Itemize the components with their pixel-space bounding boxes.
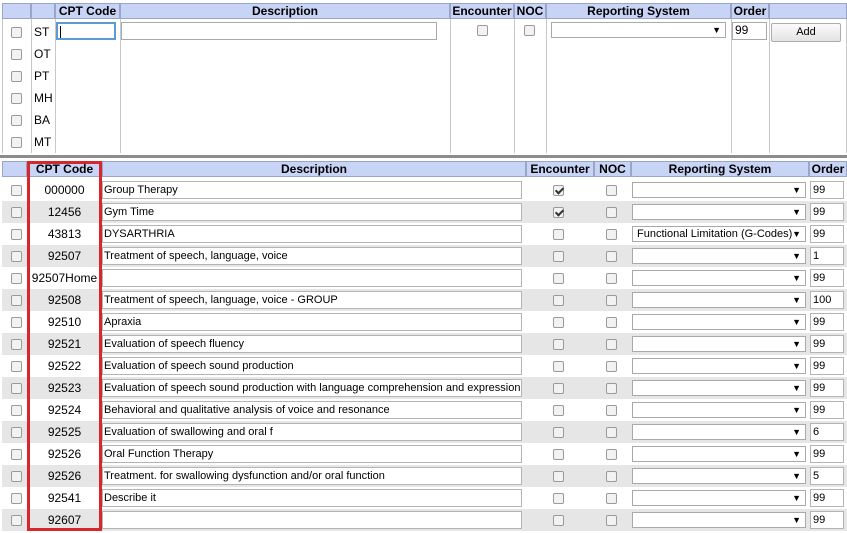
table-row [2, 443, 847, 465]
table-row [2, 509, 847, 531]
cpt-code-cell: 92510 [47, 315, 82, 329]
select-all-header [2, 161, 27, 177]
order-field[interactable]: 100 [810, 291, 844, 309]
reporting-system-select[interactable] [551, 22, 726, 38]
action-header [769, 3, 847, 19]
discipline-label-ot: OT [34, 47, 51, 61]
table-row [2, 355, 847, 377]
row-select-checkbox[interactable] [11, 383, 22, 394]
table-row [2, 465, 847, 487]
encounter-checkbox[interactable] [553, 449, 564, 460]
noc-column-header: NOC [594, 161, 631, 177]
description-field[interactable]: Evaluation of swallowing and oral f [102, 423, 522, 441]
cpt-code-cell: 92508 [47, 293, 82, 307]
description-field[interactable]: DYSARTHRIA [102, 225, 522, 243]
noc-checkbox[interactable] [606, 317, 617, 328]
noc-checkbox[interactable] [606, 273, 617, 284]
select-header [2, 3, 31, 19]
description-field[interactable]: Behavioral and qualitative analysis of voice and resonance [102, 401, 522, 419]
chevron-down-icon: ▼ [792, 427, 801, 437]
add-cpt-form [0, 0, 847, 158]
order-column-header: Order [809, 161, 847, 177]
discipline-header [31, 3, 55, 19]
chevron-down-icon: ▼ [792, 229, 801, 239]
description-field[interactable]: Evaluation of speech sound production [102, 357, 522, 375]
row-select-checkbox[interactable] [11, 207, 22, 218]
discipline-checkbox-ba[interactable] [11, 115, 22, 126]
reporting-system-select[interactable] [632, 314, 806, 330]
reporting-system-select[interactable] [632, 248, 806, 264]
noc-header: NOC [514, 3, 546, 19]
chevron-down-icon: ▼ [792, 295, 801, 305]
description-field[interactable]: Group Therapy [102, 181, 522, 199]
noc-checkbox[interactable] [606, 493, 617, 504]
order-field[interactable]: 99 [810, 489, 844, 507]
noc-checkbox[interactable] [606, 361, 617, 372]
chevron-down-icon: ▼ [792, 515, 801, 525]
row-select-checkbox[interactable] [11, 449, 22, 460]
chevron-down-icon: ▼ [792, 273, 801, 283]
chevron-down-icon: ▼ [792, 185, 801, 195]
noc-checkbox[interactable] [606, 339, 617, 350]
cpt-code-cell: 92541 [47, 491, 82, 505]
cpt-code-cell: 92526 [47, 447, 82, 461]
cpt-code-cell: 92521 [47, 337, 82, 351]
reporting-system-select[interactable] [632, 424, 806, 440]
row-select-checkbox[interactable] [11, 515, 22, 526]
table-row [2, 267, 847, 289]
encounter-checkbox[interactable] [553, 251, 564, 262]
table-row [2, 421, 847, 443]
cpt-code-header: CPT Code [55, 3, 120, 19]
encounter-checkbox[interactable] [553, 471, 564, 482]
reporting-system-select[interactable] [632, 226, 806, 242]
encounter-checkbox[interactable] [553, 317, 564, 328]
chevron-down-icon: ▼ [792, 449, 801, 459]
row-select-checkbox[interactable] [11, 295, 22, 306]
encounter-checkbox[interactable] [553, 229, 564, 240]
row-select-checkbox[interactable] [11, 427, 22, 438]
cpt-code-cell: 12456 [47, 205, 82, 219]
order-field[interactable]: 5 [810, 467, 844, 485]
discipline-checkbox-mh[interactable] [11, 93, 22, 104]
encounter-checkbox[interactable] [553, 383, 564, 394]
encounter-checkbox[interactable] [553, 361, 564, 372]
encounter-checkbox[interactable] [553, 339, 564, 350]
noc-checkbox[interactable] [606, 515, 617, 526]
reporting-system-select[interactable] [632, 402, 806, 418]
table-row [2, 399, 847, 421]
cpt-code-cell: 000000 [44, 183, 85, 197]
reporting-system-select[interactable] [632, 270, 806, 286]
description-column-header: Description [102, 161, 526, 177]
table-row [2, 245, 847, 267]
reporting-system-header: Reporting System [546, 3, 731, 19]
chevron-down-icon: ▼ [712, 25, 721, 35]
chevron-down-icon: ▼ [792, 361, 801, 371]
reporting-system-select[interactable] [632, 336, 806, 352]
encounter-checkbox[interactable] [553, 515, 564, 526]
description-field[interactable]: Treatment. for swallowing dysfunction and/or oral function [102, 467, 522, 485]
encounter-header: Encounter [450, 3, 514, 19]
discipline-checkbox-pt[interactable] [11, 71, 22, 82]
noc-checkbox[interactable] [606, 185, 617, 196]
reporting-system-select[interactable] [632, 468, 806, 484]
description-field[interactable] [102, 511, 522, 529]
table-row [2, 179, 847, 201]
reporting-system-select[interactable] [632, 358, 806, 374]
order-field[interactable]: 99 [810, 269, 844, 287]
description-field[interactable] [102, 269, 522, 287]
noc-checkbox[interactable] [606, 229, 617, 240]
order-header: Order [731, 3, 769, 19]
discipline-checkbox-ot[interactable] [11, 49, 22, 60]
description-field[interactable]: Describe it [102, 489, 522, 507]
chevron-down-icon: ▼ [792, 339, 801, 349]
order-field[interactable]: 99 [810, 445, 844, 463]
encounter-checkbox[interactable] [553, 427, 564, 438]
encounter-checkbox[interactable] [553, 405, 564, 416]
reporting-system-select[interactable] [632, 490, 806, 506]
row-select-checkbox[interactable] [11, 405, 22, 416]
cpt-code-cell: 92607 [47, 513, 82, 527]
description-field[interactable]: Evaluation of speech sound production with language comprehension and expression [102, 379, 522, 397]
order-field[interactable]: 6 [810, 423, 844, 441]
noc-checkbox[interactable] [606, 295, 617, 306]
discipline-label-mh: MH [34, 91, 53, 105]
order-field[interactable]: 99 [810, 313, 844, 331]
encounter-checkbox[interactable] [553, 207, 564, 218]
noc-checkbox[interactable] [606, 383, 617, 394]
noc-checkbox[interactable] [606, 449, 617, 460]
chevron-down-icon: ▼ [792, 251, 801, 261]
description-field[interactable]: Apraxia [102, 313, 522, 331]
table-row [2, 289, 847, 311]
cpt-code-cell: 92507 [47, 249, 82, 263]
row-select-checkbox[interactable] [11, 471, 22, 482]
cpt-code-cell: 92523 [47, 381, 82, 395]
encounter-checkbox[interactable] [553, 295, 564, 306]
cpt-code-input[interactable] [56, 22, 116, 40]
encounter-column-header: Encounter [526, 161, 594, 177]
noc-checkbox[interactable] [606, 405, 617, 416]
order-field[interactable]: 1 [810, 247, 844, 265]
discipline-label-ba: BA [34, 113, 51, 127]
order-input[interactable]: 99 [732, 22, 767, 40]
discipline-label-st: ST [34, 25, 50, 39]
description-field[interactable]: Oral Function Therapy [102, 445, 522, 463]
cpt-code-cell: 43813 [47, 227, 82, 241]
reporting-system-select[interactable] [632, 182, 806, 198]
encounter-checkbox[interactable] [553, 493, 564, 504]
description-field[interactable]: Evaluation of speech fluency [102, 335, 522, 353]
discipline-checkbox-mt[interactable] [11, 137, 22, 148]
noc-checkbox[interactable] [606, 471, 617, 482]
encounter-checkbox[interactable] [553, 185, 564, 196]
chevron-down-icon: ▼ [792, 317, 801, 327]
chevron-down-icon: ▼ [792, 383, 801, 393]
table-row [2, 333, 847, 355]
chevron-down-icon: ▼ [792, 493, 801, 503]
row-select-checkbox[interactable] [11, 273, 22, 284]
chevron-down-icon: ▼ [792, 471, 801, 481]
reporting-system-select[interactable] [632, 292, 806, 308]
noc-checkbox[interactable] [606, 251, 617, 262]
cpt-code-cell: 92524 [47, 403, 82, 417]
order-field[interactable]: 99 [810, 203, 844, 221]
cpt-code-cell: 92507Home [31, 271, 98, 285]
order-field[interactable]: 99 [810, 181, 844, 199]
description-field[interactable]: Treatment of speech, language, voice [102, 247, 522, 265]
order-field[interactable]: 99 [810, 511, 844, 529]
row-select-checkbox[interactable] [11, 229, 22, 240]
table-row [2, 223, 847, 245]
encounter-checkbox[interactable] [477, 25, 488, 36]
discipline-label-pt: PT [34, 69, 50, 83]
reporting-system-value: Functional Limitation (G-Codes) [637, 228, 793, 240]
reporting-system-column-header: Reporting System [631, 161, 809, 177]
cpt-code-column-header: CPT Code [27, 161, 102, 177]
description-header: Description [120, 3, 450, 19]
table-row [2, 201, 847, 223]
discipline-label-mt: MT [34, 135, 52, 149]
table-row [2, 487, 847, 509]
description-input[interactable] [121, 22, 437, 40]
noc-checkbox[interactable] [524, 25, 535, 36]
reporting-system-select[interactable] [632, 204, 806, 220]
order-field[interactable]: 99 [810, 401, 844, 419]
row-select-checkbox[interactable] [11, 339, 22, 350]
description-field[interactable]: Gym Time [102, 203, 522, 221]
cpt-code-cell: 92522 [47, 359, 82, 373]
noc-checkbox[interactable] [606, 207, 617, 218]
row-select-checkbox[interactable] [11, 317, 22, 328]
order-field[interactable]: 99 [810, 335, 844, 353]
encounter-checkbox[interactable] [553, 273, 564, 284]
table-row [2, 377, 847, 399]
row-select-checkbox[interactable] [11, 493, 22, 504]
add-button[interactable]: Add [771, 23, 841, 42]
chevron-down-icon: ▼ [792, 405, 801, 415]
table-row [2, 311, 847, 333]
discipline-checkbox-st[interactable] [11, 27, 22, 38]
cpt-code-cell: 92525 [47, 425, 82, 439]
order-field[interactable]: 99 [810, 379, 844, 397]
reporting-system-select[interactable] [632, 512, 806, 528]
cpt-code-cell: 92526 [47, 469, 82, 483]
reporting-system-select[interactable] [632, 446, 806, 462]
description-field[interactable]: Treatment of speech, language, voice - GROUP [102, 291, 522, 309]
row-select-checkbox[interactable] [11, 361, 22, 372]
noc-checkbox[interactable] [606, 427, 617, 438]
reporting-system-select[interactable] [632, 380, 806, 396]
row-select-checkbox[interactable] [11, 251, 22, 262]
row-select-checkbox[interactable] [11, 185, 22, 196]
order-field[interactable]: 99 [810, 225, 844, 243]
order-field[interactable]: 99 [810, 357, 844, 375]
chevron-down-icon: ▼ [792, 207, 801, 217]
